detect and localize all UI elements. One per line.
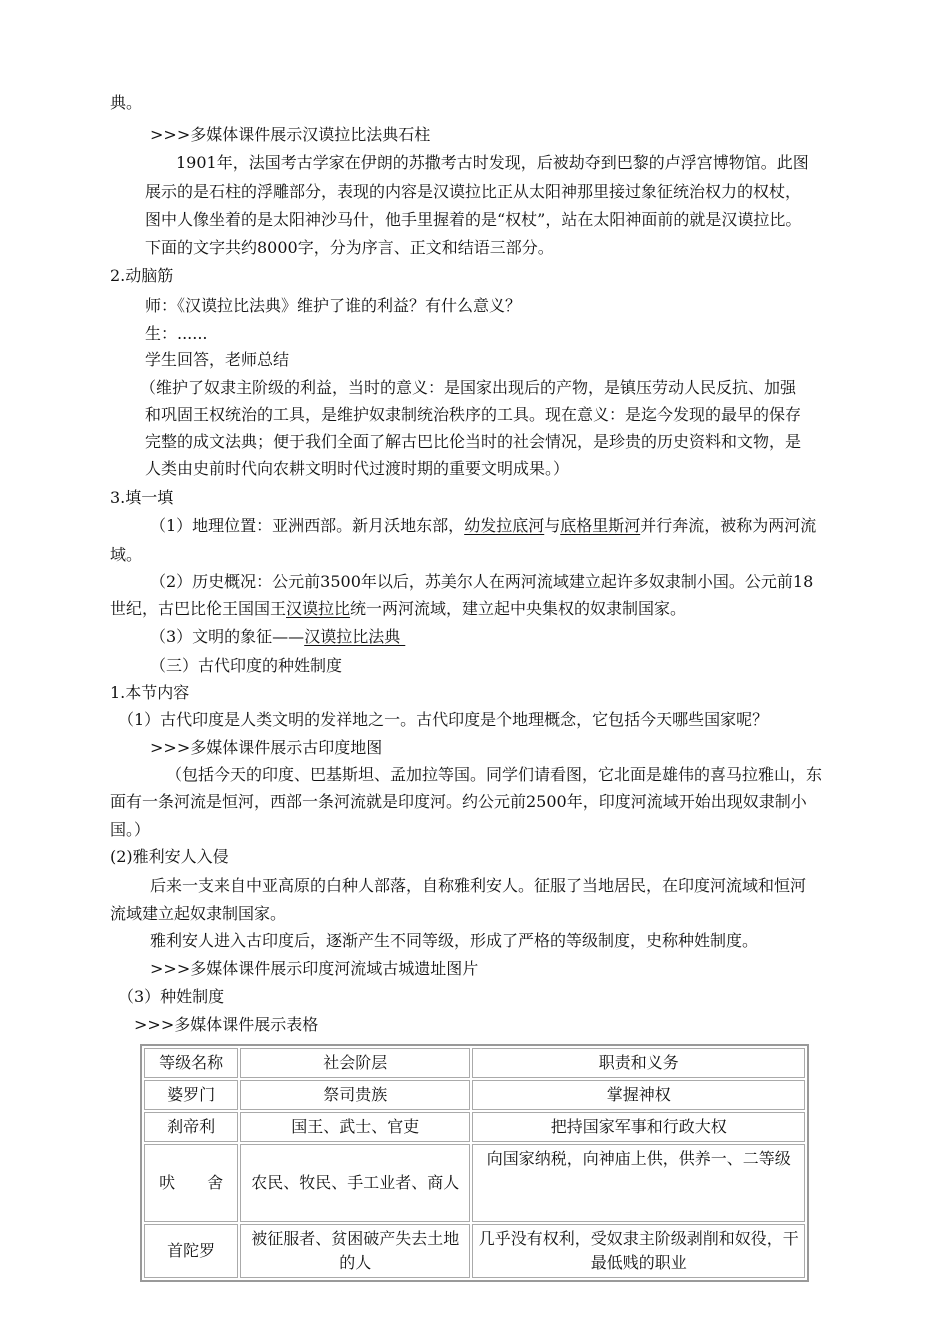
text-run: 与 [544, 516, 561, 535]
table-cell: 刹帝利 [144, 1112, 238, 1142]
paragraph-line: 1901年，法国考古学家在伊朗的苏撒考古时发现，后被劫夺到巴黎的卢浮宫博物馆。此图 [176, 153, 809, 172]
paragraph-line: 国。） [110, 820, 151, 839]
paragraph-line: 流域建立起奴隶制国家。 [110, 904, 287, 923]
paragraph-line [110, 599, 686, 621]
table-cell: 首陀罗 [144, 1224, 238, 1278]
paragraph-line: 人类由史前时代向农耕文明时代过渡时期的重要文明成果。） [145, 459, 570, 478]
table-row [144, 1224, 805, 1278]
paragraph-line: 展示的是石柱的浮雕部分，表现的内容是汉谟拉比正从太阳神那里接过象征统治权力的权杖， [145, 182, 802, 201]
header-cell: 职责和义务 [472, 1048, 805, 1078]
answer-euphrates: 幼发拉底河 [464, 516, 545, 535]
table-cell: 几乎没有权利，受奴隶主阶级剥削和奴役，干最低贱的职业 [472, 1224, 805, 1278]
paragraph-line: >>>多媒体课件展示表格 [134, 1015, 319, 1034]
table-header-row [144, 1048, 805, 1078]
table-cell: 农民、牧民、手工业者、商人 [240, 1144, 470, 1222]
section-heading: 2.动脑筋 [110, 266, 174, 285]
text-run: （3）文明的象征—— [150, 627, 305, 646]
paragraph-line: 面有一条河流是恒河，西部一条河流就是印度河。约公元前2500年，印度河流域开始出现奴隶制小 [110, 792, 807, 811]
paragraph-line: >>>多媒体课件展示汉谟拉比法典石柱 [150, 125, 431, 144]
paragraph-line: 和巩固王权统治的工具，是维护奴隶制统治秩序的工具。现在意义：是迄今发现的最早的保存 [145, 405, 802, 424]
text-run: 并行奔流，被称为两河流 [640, 516, 817, 535]
section-heading: （三）古代印度的种姓制度 [150, 656, 343, 675]
paragraph-line [150, 516, 816, 538]
table-cell: 掌握神权 [472, 1080, 805, 1110]
paragraph-line: 师：《汉谟拉比法典》维护了谁的利益？有什么意义？ [145, 296, 522, 315]
paragraph-line: 完整的成文法典；便于我们全面了解古巴比伦当时的社会情况，是珍贵的历史资料和文物，是 [145, 432, 802, 451]
paragraph-line: （包括今天的印度、巴基斯坦、孟加拉等国。同学们请看图，它北面是雄伟的喜马拉雅山，东 [166, 765, 823, 784]
table-cell: 祭司贵族 [240, 1080, 470, 1110]
paragraph-line: 学生回答，老师总结 [145, 350, 290, 369]
text-run: 统一两河流域，建立起中央集权的奴隶制国家。 [350, 599, 687, 618]
paragraph-line: >>>多媒体课件展示印度河流域古城遗址图片 [150, 959, 479, 978]
table-cell: 吠 舍 [144, 1144, 238, 1222]
answer-hammurabi: 汉谟拉比 [286, 599, 351, 618]
header-cell: 等级名称 [144, 1048, 238, 1078]
caste-table [140, 1044, 809, 1282]
table-row [144, 1144, 805, 1222]
section-heading: 3.填一填 [110, 488, 174, 507]
paragraph-line: 图中人像坐着的是太阳神沙马什，他手里握着的是“权杖”，站在太阳神面前的就是汉谟拉比。 [145, 210, 802, 229]
table-row [144, 1080, 805, 1110]
header-cell: 社会阶层 [240, 1048, 470, 1078]
paragraph-line: 雅利安人进入古印度后，逐渐产生不同等级，形成了严格的等级制度，史称种姓制度。 [150, 931, 759, 950]
paragraph-line: 生：...... [145, 324, 208, 343]
table-cell: 把持国家军事和行政大权 [472, 1112, 805, 1142]
paragraph-line: 下面的文字共约8000字，分为序言、正文和结语三部分。 [145, 238, 554, 257]
paragraph-line: >>>多媒体课件展示古印度地图 [150, 738, 383, 757]
table-row [144, 1112, 805, 1142]
answer-tigris: 底格里斯河 [560, 516, 641, 535]
section-heading: 1.本节内容 [110, 683, 190, 702]
table-cell: 被征服者、贫困破产失去土地的人 [240, 1224, 470, 1278]
paragraph-line: 域。 [110, 545, 143, 564]
section-heading: （3）种姓制度 [118, 987, 225, 1006]
paragraph-line: （2）历史概况：公元前3500年以后，苏美尔人在两河流域建立起许多奴隶制小国。公元前18 [150, 572, 814, 591]
paragraph-line: 典。 [110, 93, 143, 112]
paragraph-line: （1）古代印度是人类文明的发祥地之一。古代印度是个地理概念，它包括今天哪些国家呢？ [118, 710, 769, 729]
text-run: 世纪，古巴比伦王国国王 [110, 599, 287, 618]
table-cell: 婆罗门 [144, 1080, 238, 1110]
paragraph-line [150, 627, 405, 649]
answer-code-of-hammurabi: 汉谟拉比法典 [304, 627, 406, 646]
table-cell: 向国家纳税，向神庙上供，供养一、二等级 [472, 1144, 805, 1222]
section-heading: (2)雅利安人入侵 [110, 847, 229, 866]
paragraph-line: （维护了奴隶主阶级的利益，当时的意义：是国家出现后的产物，是镇压劳动人民反抗、加强 [140, 378, 797, 397]
paragraph-line: 后来一支来自中亚高原的白种人部落，自称雅利安人。征服了当地居民，在印度河流域和恒河 [150, 876, 807, 895]
text-run: （1）地理位置：亚洲西部。新月沃地东部， [150, 516, 465, 535]
table-cell: 国王、武士、官吏 [240, 1112, 470, 1142]
